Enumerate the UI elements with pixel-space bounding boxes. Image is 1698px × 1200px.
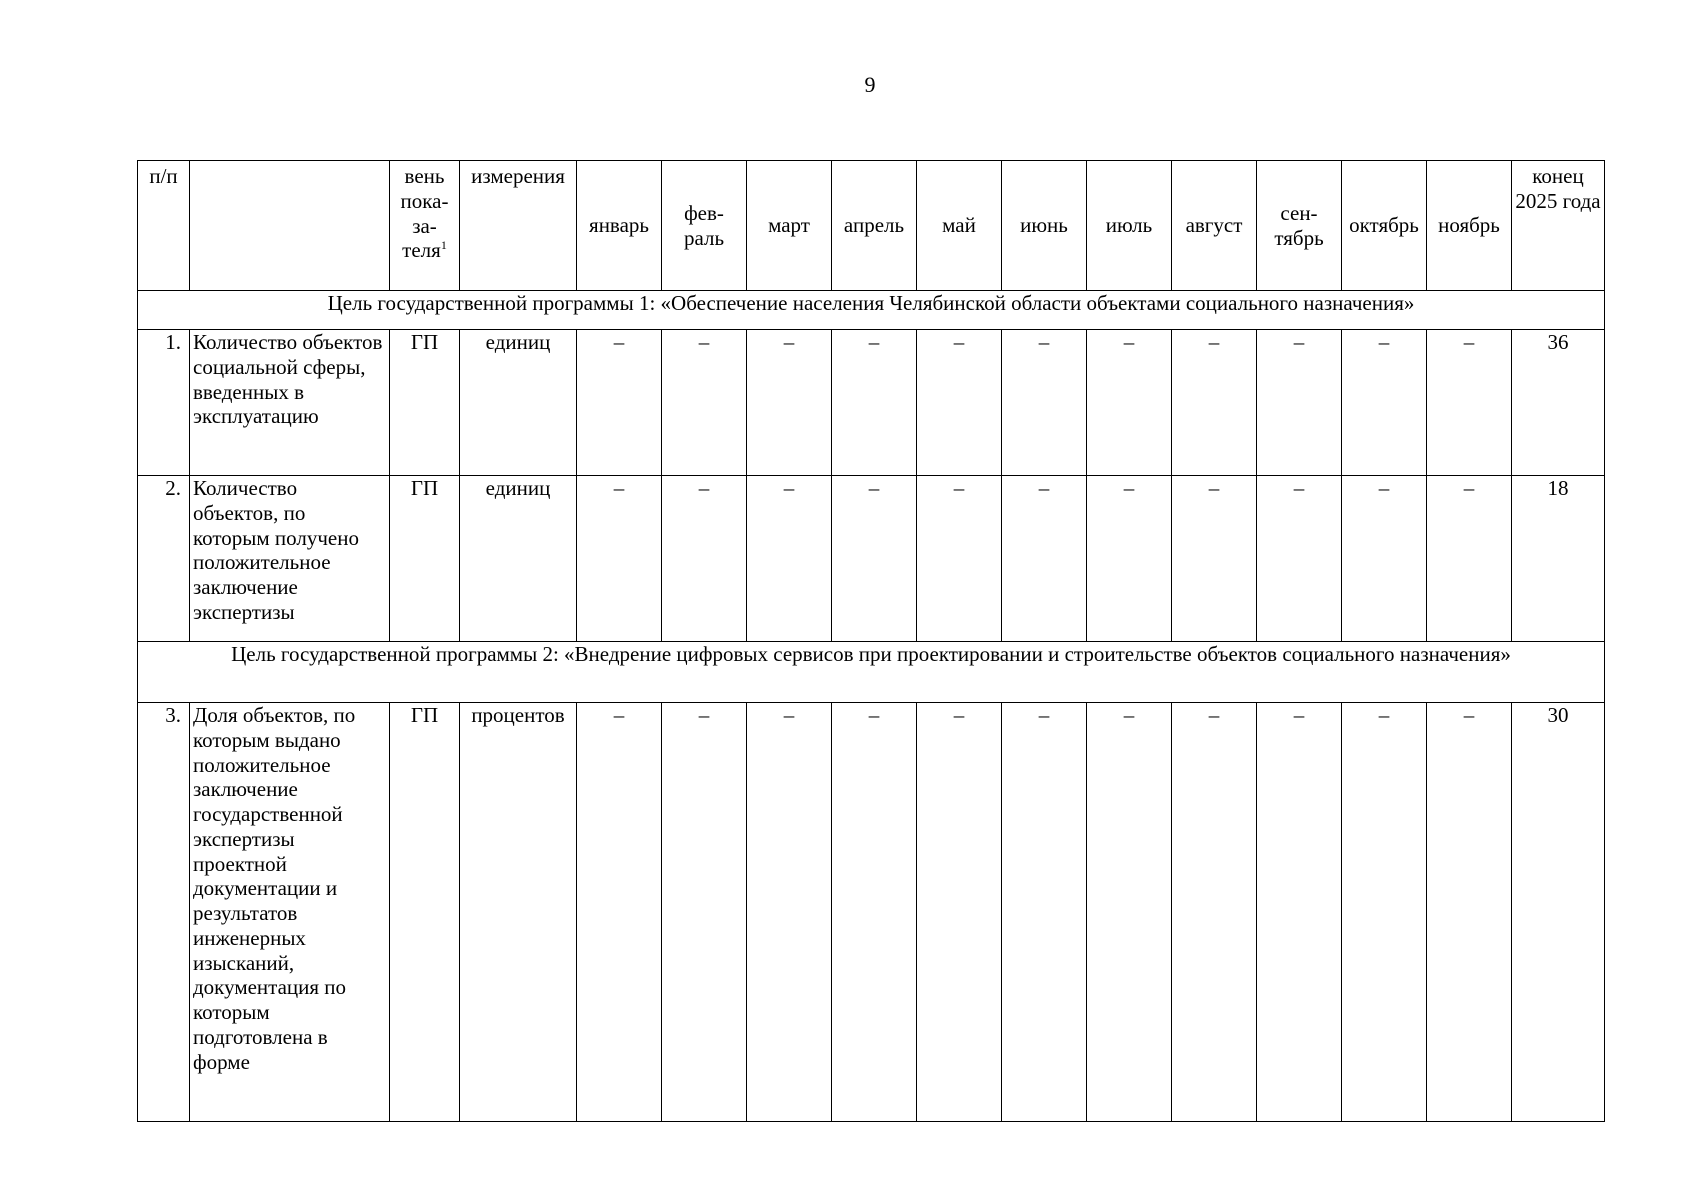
header-month: апрель (832, 161, 917, 291)
month-value: – (1087, 330, 1172, 476)
goal-text: Цель государственной программы 1: «Обеспечение населения Челябинской области объектами социального назначения» (138, 291, 1605, 330)
month-value: – (1172, 330, 1257, 476)
month-value: – (577, 476, 662, 642)
header-unit: измерения (460, 161, 577, 291)
end-value: 30 (1512, 703, 1605, 1122)
month-value: – (1002, 476, 1087, 642)
month-value: – (662, 476, 747, 642)
table-row (138, 330, 1605, 476)
indicator-unit: единиц (460, 476, 577, 642)
month-value: – (577, 703, 662, 1122)
month-value: – (1427, 330, 1512, 476)
month-value: – (917, 476, 1002, 642)
indicator-unit: процентов (460, 703, 577, 1122)
month-value: – (747, 703, 832, 1122)
goal-row (138, 642, 1605, 703)
header-month: май (917, 161, 1002, 291)
month-value: – (1342, 476, 1427, 642)
page-number: 9 (864, 72, 876, 97)
month-value: – (832, 476, 917, 642)
header-month: июль (1087, 161, 1172, 291)
header-month: август (1172, 161, 1257, 291)
header-row (138, 161, 1605, 291)
header-end: конец 2025 года (1512, 161, 1605, 291)
indicator-name: Количество объектов, по которым получено положительное заключение экспертизы (190, 476, 390, 642)
table-row (138, 703, 1605, 1122)
header-month: октябрь (1342, 161, 1427, 291)
indicator-name: Доля объектов, по которым выдано положительное заключение государственной экспертизы проектной документации и результатов инженерных изысканий, документация по которым подготовлена в форме (190, 703, 390, 1122)
end-value: 36 (1512, 330, 1605, 476)
month-value: – (917, 330, 1002, 476)
indicator-unit: единиц (460, 330, 577, 476)
header-month: март (747, 161, 832, 291)
month-value: – (1172, 703, 1257, 1122)
indicator-level: ГП (390, 476, 460, 642)
month-value: – (1427, 703, 1512, 1122)
end-value: 18 (1512, 476, 1605, 642)
month-value: – (747, 476, 832, 642)
month-value: – (1087, 703, 1172, 1122)
month-value: – (1002, 330, 1087, 476)
month-value: – (1002, 703, 1087, 1122)
row-number: 2. (138, 476, 190, 642)
header-name (190, 161, 390, 291)
month-value: – (832, 330, 917, 476)
goal-text: Цель государственной программы 2: «Внедрение цифровых сервисов при проектировании и строительстве объектов социального назначения» (138, 642, 1605, 703)
month-value: – (917, 703, 1002, 1122)
goal-row (138, 291, 1605, 330)
month-value: – (1427, 476, 1512, 642)
row-number: 3. (138, 703, 190, 1122)
header-month: июнь (1002, 161, 1087, 291)
header-month: январь (577, 161, 662, 291)
month-value: – (747, 330, 832, 476)
header-month: ноябрь (1427, 161, 1512, 291)
month-value: – (1257, 703, 1342, 1122)
month-value: – (1172, 476, 1257, 642)
header-level: вень пока-за-теля$^1$ (390, 161, 460, 291)
month-value: – (1087, 476, 1172, 642)
month-value: – (832, 703, 917, 1122)
indicator-level: ГП (390, 330, 460, 476)
month-value: – (1257, 476, 1342, 642)
month-value: – (1342, 330, 1427, 476)
header-month: фев-раль (662, 161, 747, 291)
month-value: – (577, 330, 662, 476)
month-value: – (662, 703, 747, 1122)
row-number: 1. (138, 330, 190, 476)
indicator-level: ГП (390, 703, 460, 1122)
table-row (138, 476, 1605, 642)
header-month: сен-тябрь (1257, 161, 1342, 291)
indicators-table (137, 160, 1605, 1122)
header-num: п/п (138, 161, 190, 291)
month-value: – (662, 330, 747, 476)
month-value: – (1257, 330, 1342, 476)
indicator-name: Количество объектов социальной сферы, введенных в эксплуатацию (190, 330, 390, 476)
month-value: – (1342, 703, 1427, 1122)
